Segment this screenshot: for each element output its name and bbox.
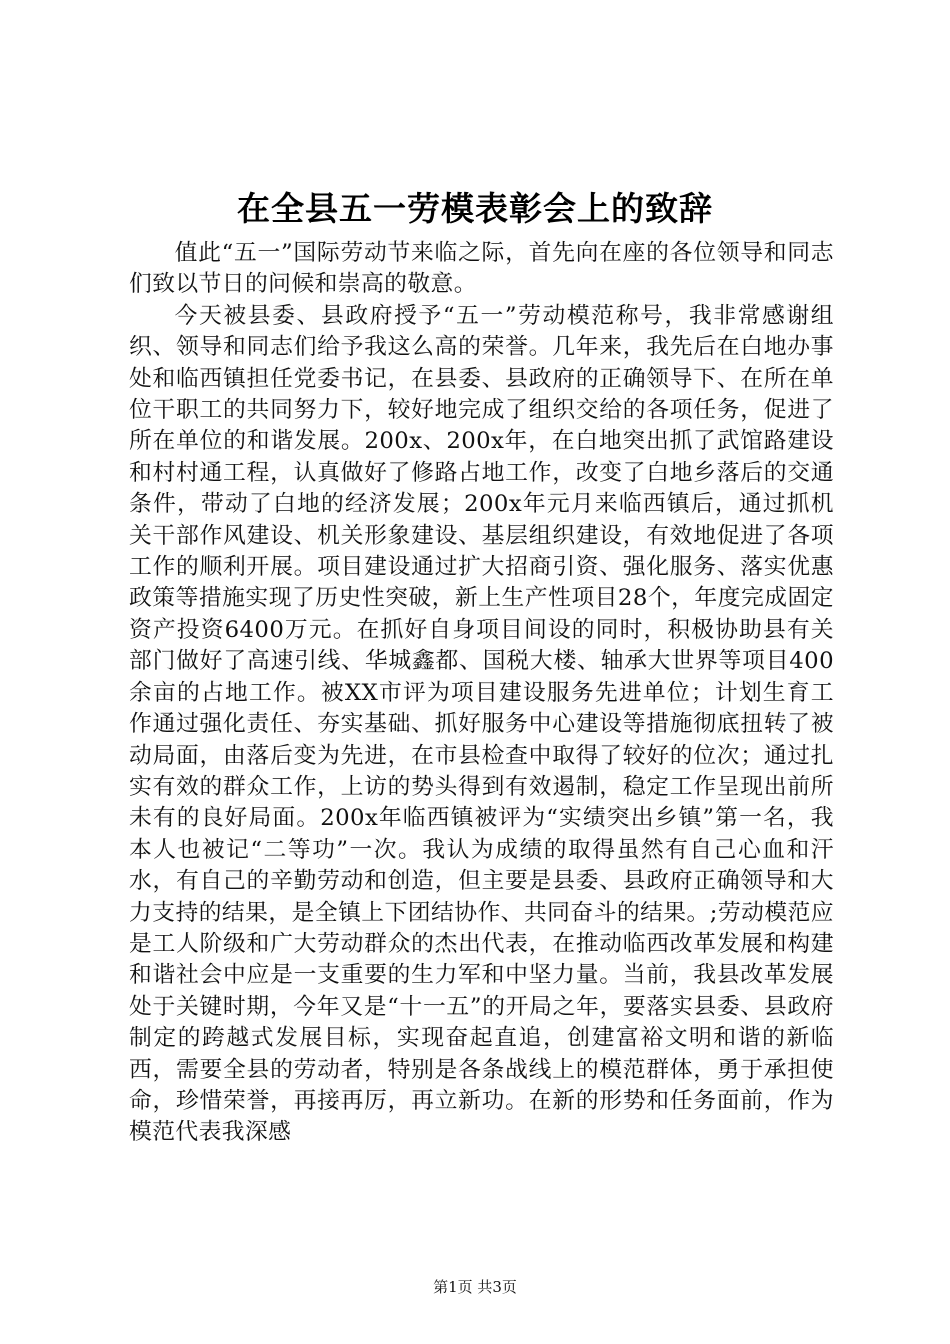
paragraph-main: 今天被县委、县政府授予“五一”劳动模范称号，我非常感谢组织、领导和同志们给予我这么高的荣誉。几年来，我先后在白地办事处和临西镇担任党委书记，在县委、县政府的正确领导下、在所在单位干职工的共同努力下，较好地完成了组织交给的各项任务，促进了所在单位的和谐发展。200x、200x年，在白地突出抓了武馆路建设和村村通工程，认真做好了修路占地工作，改变了白地乡落后的交通条件，带动了白地的经济发展；200x年元月来临西镇后，通过抓机关干部作风建设、机关形象建设、基层组织建设，有效地促进了各项工作的顺利开展。项目建设通过扩大招商引资、强化服务、落实优惠政策等措施实现了历史性突破，新上生产性项目28个，年度完成固定资产投资6400万元。在抓好自身项目间设的同时，积极协助县有关部门做好了高速引线、华城鑫都、国税大楼、轴承大世界等项目400余亩的占地工作。被XX市评为项目建设服务先进单位；计划生育工作通过强化责任、夯实基础、抓好服务中心建设等措施彻底扭转了被动局面，由落后变为先进，在市县检查中取得了较好的位次；通过扎实有效的群众工作，上访的势头得到有效遏制，稳定工作呈现出前所未有的良好局面。200x年临西镇被评为“实绩突出乡镇”第一名，我本人也被记“二等功”一次。我认为成绩的取得虽然有自己心血和汗水，有自己的辛勤劳动和创造，但主要是县委、县政府正确领导和大力支持的结果，是全镇上下团结协作、共同奋斗的结果。;劳动模范应是工人阶级和广大劳动群众的杰出代表，在推动临西改革发展和构建和谐社会中应是一支重要的生力军和中坚力量。当前，我县改革发展处于关键时期，今年又是“十一五”的开局之年，要落实县委、县政府制定的跨越式发展目标，实现奋起直追，创建富裕文明和谐的新临西，需要全县的劳动者，特别是各条战线上的模范群体，勇于承担使命，珍惜荣誉，再接再厉，再立新功。在新的形势和任务面前，作为模范代表我深感 <box>129 302 834 1146</box>
page-number: 第1页 共3页 <box>433 1278 517 1296</box>
paragraph-greeting: 值此“五一”国际劳动节来临之际，首先向在座的各位领导和同志们致以节日的问候和崇高的敬意。 <box>129 240 834 298</box>
document-body <box>129 238 834 1149</box>
document-title: 在全县五一劳模表彰会上的致辞 <box>237 189 713 228</box>
